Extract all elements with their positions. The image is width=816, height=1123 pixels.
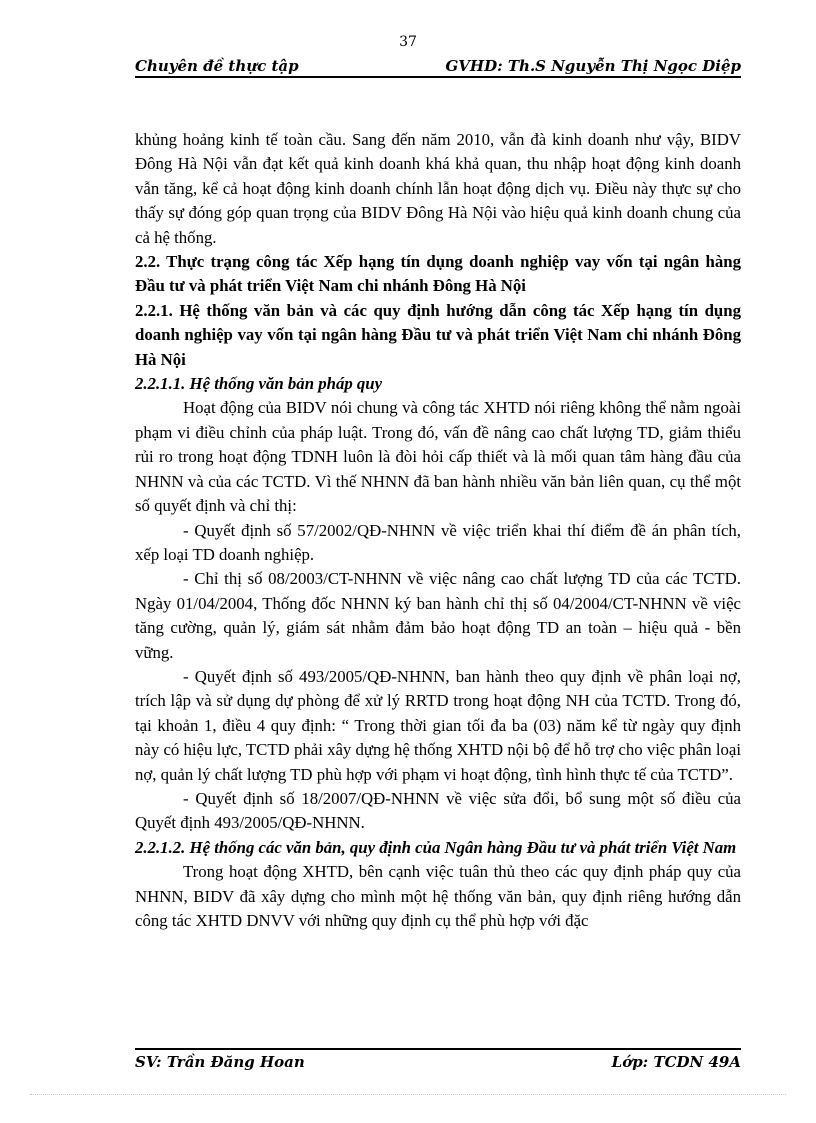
paragraph: Hoạt động của BIDV nói chung và công tác XHTD nói riêng không thể nằm ngoài phạm vi điều chỉnh của pháp luật. Trong đó, vấn đề nâng cao chất lượng TD, giảm thiểu rủi ro trong hoạt động TDNH luôn là đòi hỏi cấp thiết và là mối quan tâm hàng đầu của NHNN và của các TCTD. Vì thế NHNN đã ban hành nhiều văn bản liên quan, cụ thể một số quyết định và chỉ thị: [135,398,741,516]
list-item: - Quyết định số 57/2002/QĐ-NHNN về việc triển khai thí điểm đề án phân tích, xếp loại TD doanh nghiệp. [135,520,741,564]
paragraph: Trong hoạt động XHTD, bên cạnh việc tuân thủ theo các quy định pháp quy của NHNN, BIDV đã xây dựng cho mình một hệ thống văn bản, quy định riêng hướng dẫn công tác XHTD DNVV với những quy định cụ thể phù hợp với đặc [135,862,741,930]
page-border-dotted [30,1094,786,1095]
page-number: 37 [399,34,417,50]
list-item: - Chỉ thị số 08/2003/CT-NHNN về việc nâng cao chất lượng TD của các TCTD. Ngày 01/04/2004, Thống đốc NHNN ký ban hành chỉ thị số 04/2004/CT-NHNN về việc tăng cường, quản lý, giám sát nhằm đảm bảo hoạt động TD an toàn – hiệu quả - bền vững. [135,569,741,662]
section-heading-2-2-1-1: 2.2.1.1. Hệ thống văn bản pháp quy [135,374,383,394]
section-heading-2-2-1: 2.2.1. Hệ thống văn bản và các quy định hướng dẫn công tác Xếp hạng tín dụng doanh nghiệp vay vốn tại ngân hàng Đầu tư và phát triển Việt Nam chi nhánh Đông Hà Nội [135,300,741,369]
footer-class: Lớp: TCDN 49A [611,1053,741,1071]
section-heading-2-2-1-2: 2.2.1.2. Hệ thống các văn bản, quy định của Ngân hàng Đầu tư và phát triển Việt Nam [135,837,737,857]
document-body [135,128,741,933]
header-document-type: Chuyên đề thực tập [135,57,299,75]
footer-student: SV: Trần Đăng Hoan [135,1053,305,1071]
paragraph: khủng hoảng kinh tế toàn cầu. Sang đến năm 2010, vẫn đà kinh doanh như vậy, BIDV Đông Hà Nội vẫn đạt kết quả kinh doanh khá khả quan, thu nhập hoạt động kinh doanh vẫn tăng, kể cả hoạt động kinh doanh chính lẫn hoạt động dịch vụ. Điều này thực sự cho thấy sự đóng góp quan trọng của BIDV Đông Hà Nội vào hiệu quả kinh doanh chung của cả hệ thống. [135,130,741,247]
page-header [135,57,741,78]
list-item: - Quyết định số 493/2005/QĐ-NHNN, ban hành theo quy định về phân loại nợ, trích lập và sử dụng dự phòng để xử lý RRTD trong hoạt động NH của TCTD. Trong đó, tại khoản 1, điều 4 quy định: “ Trong thời gian tối đa ba (03) năm kể từ ngày quy định này có hiệu lực, TCTD phải xây dựng hệ thống XHTD nội bộ để hỗ trợ cho việc phân loại nợ, quản lý chất lượng TD phù hợp với phạm vi hoạt động, tình hình thực tế của TCTD”. [135,666,741,784]
list-item: - Quyết định số 18/2007/QĐ-NHNN về việc sửa đổi, bổ sung một số điều của Quyết định 493/2005/QĐ-NHNN. [135,788,741,833]
header-supervisor: GVHD: Th.S Nguyễn Thị Ngọc Diệp [445,57,741,75]
section-heading-2-2: 2.2. Thực trạng công tác Xếp hạng tín dụng doanh nghiệp vay vốn tại ngân hàng Đầu tư và phát triển Việt Nam chi nhánh Đông Hà Nội [135,252,741,296]
page-footer [135,1048,741,1070]
